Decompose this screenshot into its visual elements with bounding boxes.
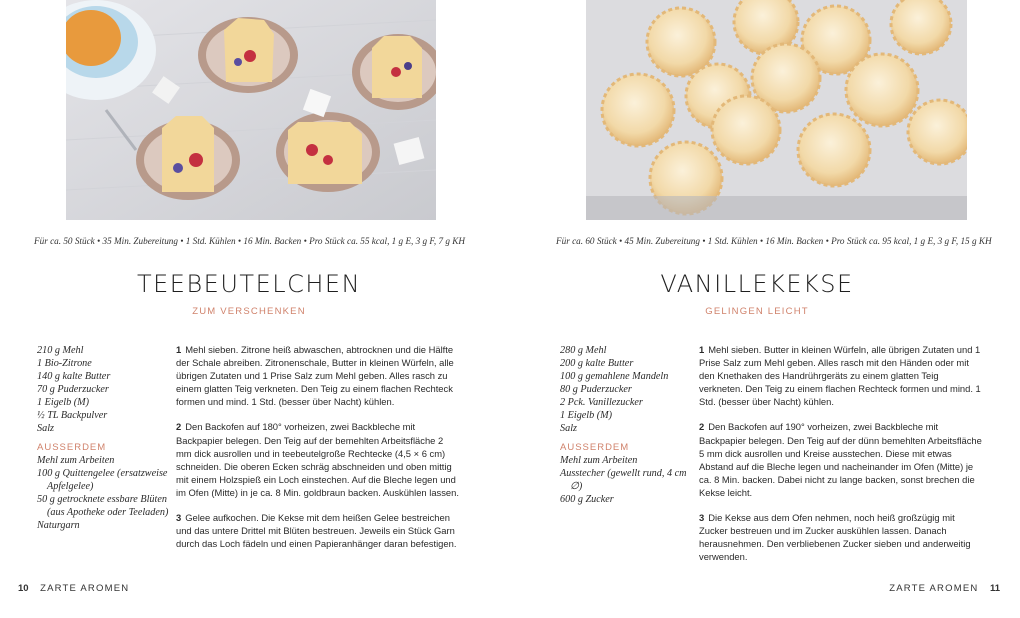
extra-item: 100 g Quittengelee (ersatzweise Apfelgelee): [37, 468, 168, 492]
page-number: 11: [989, 583, 1000, 594]
teabag-cookies-photo: [66, 0, 436, 220]
ingredient-item: 1 Bio-Zitrone: [37, 358, 92, 369]
ingredient-item: 140 g kalte Butter: [37, 371, 111, 382]
page-footer: [18, 583, 129, 594]
step-number: 2: [699, 421, 705, 433]
page-number: 10: [18, 583, 29, 594]
extras-heading: AUSSERDEM: [37, 442, 107, 453]
extra-item: 600 g Zucker: [560, 494, 614, 505]
step: [176, 343, 460, 408]
extra-item: Naturgarn: [37, 520, 80, 531]
ingredient-item: 1 Eigelb (M): [37, 397, 90, 408]
instruction-steps: [176, 343, 460, 562]
step: [699, 420, 983, 499]
ingredient-item: 2 Pck. Vanillezucker: [560, 397, 643, 408]
ingredient-item: 200 g kalte Butter: [560, 358, 634, 369]
step-text: Den Backofen auf 180° vorheizen, zwei Backbleche mit Backpapier belegen. Den Teig auf der bemehlten Arbeitsfläche 2 mm dick ausrollen und in teebeutelgroße Rechtecke (4,5 × 6 cm) schneiden. Die oberen Ecken schräg abschneiden und oben mittig mit einem Holzspieß ein Loch einstechen. Auf die Bleche legen und im Ofen (Mitte) in je ca. 8 Min. goldbraun backen. Auskühlen lassen.: [176, 421, 459, 498]
ingredient-item: 1 Eigelb (M): [560, 410, 613, 421]
step-text: Die Kekse aus dem Ofen nehmen, noch heiß großzügig mit Zucker bestreuen und im Zucker auskühlen lassen. Danach herausnehmen. Den verbliebenen Zucker sieben und anderweitig verwenden.: [699, 512, 971, 563]
recipe-subtitle: ZUM VERSCHENKEN: [192, 306, 306, 317]
recipe-title: TEEBEUTELCHEN: [136, 270, 362, 298]
step: [176, 420, 460, 499]
step-number: 1: [176, 344, 182, 355]
ingredient-item: 280 g Mehl: [560, 345, 607, 356]
step: [699, 343, 983, 408]
right-page: [510, 0, 1020, 618]
extra-item: Mehl zum Arbeiten: [560, 455, 638, 466]
ingredient-item: 100 g gemahlene Mandeln: [560, 371, 669, 382]
page-footer: [889, 583, 1000, 594]
ingredient-list: [560, 344, 695, 506]
recipe-meta: Für ca. 60 Stück • 45 Min. Zubereitung • 1 Std. Kühlen • 16 Min. Backen • Pro Stück ca. 95 kcal, 1 g E, 3 g F, 15 g KH: [556, 236, 992, 246]
extra-item: 50 g getrocknete essbare Blüten (aus Apotheke oder Teeladen): [37, 494, 169, 518]
ingredient-item: 70 g Puderzucker: [37, 384, 109, 395]
extra-item: Ausstecher (gewellt rund, 4 cm ∅): [560, 468, 687, 492]
step-text: Mehl sieben. Butter in kleinen Würfeln, alle übrigen Zutaten und 1 Prise Salz zum Mehl geben. Alles rasch mit den Händen oder mit den Knethaken des Handrührgeräts zu einem glatten Teig verkneten. Den Teig zu einem flachen Rechteck formen und mind. 1 Std. (besser über Nacht) kühlen.: [699, 344, 981, 408]
step: [176, 511, 460, 550]
section-name: ZARTE AROMEN: [40, 583, 130, 594]
step-text: Den Backofen auf 190° vorheizen, zwei Backbleche mit Backpapier belegen. Den Teig auf der dünn bemehlten Arbeitsfläche 5 mm dick ausrollen und Kreise ausstechen. Diese mit etwas Abstand auf die Bleche legen und nacheinander im Ofen (Mitte) je ca. 8 Min. backen. Dabei nicht zu lange backen, sonst brechen die Kekse leicht.: [699, 421, 982, 498]
step: [699, 511, 983, 563]
ingredient-list: [37, 344, 172, 532]
vanilla-cookies-photo: [586, 0, 967, 220]
extra-item: Mehl zum Arbeiten: [37, 455, 115, 466]
instruction-steps: [699, 343, 983, 575]
step-number: 3: [176, 512, 182, 524]
ingredient-item: Salz: [560, 423, 577, 434]
extras-heading: AUSSERDEM: [560, 442, 630, 453]
step-number: 2: [176, 421, 182, 433]
recipe-subtitle: GELINGEN LEICHT: [705, 306, 809, 317]
ingredient-item: 80 g Puderzucker: [560, 384, 632, 395]
recipe-title: VANILLEKEKSE: [660, 270, 854, 298]
ingredient-item: Salz: [37, 423, 54, 434]
step-number: 1: [699, 344, 705, 355]
recipe-meta: Für ca. 50 Stück • 35 Min. Zubereitung • 1 Std. Kühlen • 16 Min. Backen • Pro Stück ca. 55 kcal, 1 g E, 3 g F, 7 g KH: [34, 236, 465, 246]
step-text: Mehl sieben. Zitrone heiß abwaschen, abtrocknen und die Hälfte der Schale abreiben. Zitronenschale, Butter in kleinen Würfeln, alle übrigen Zutaten und 1 Prise Salz zum Mehl geben. Alles rasch zu einem glatten Teig verkneten. Den Teig zu einem flachen Rechteck formen und mind. 1 Std. (besser über Nacht) kühlen.: [176, 344, 454, 408]
ingredient-item: ½ TL Backpulver: [37, 410, 108, 421]
ingredient-item: 210 g Mehl: [37, 345, 84, 356]
section-name: ZARTE AROMEN: [889, 583, 979, 594]
step-number: 3: [699, 512, 705, 524]
step-text: Gelee aufkochen. Die Kekse mit dem heißen Gelee bestreichen und das untere Drittel mit Blüten bestreuen. Jeweils ein Stück Garn durch das Loch fädeln und einen Papieranhänger daran befestigen.: [176, 512, 457, 550]
